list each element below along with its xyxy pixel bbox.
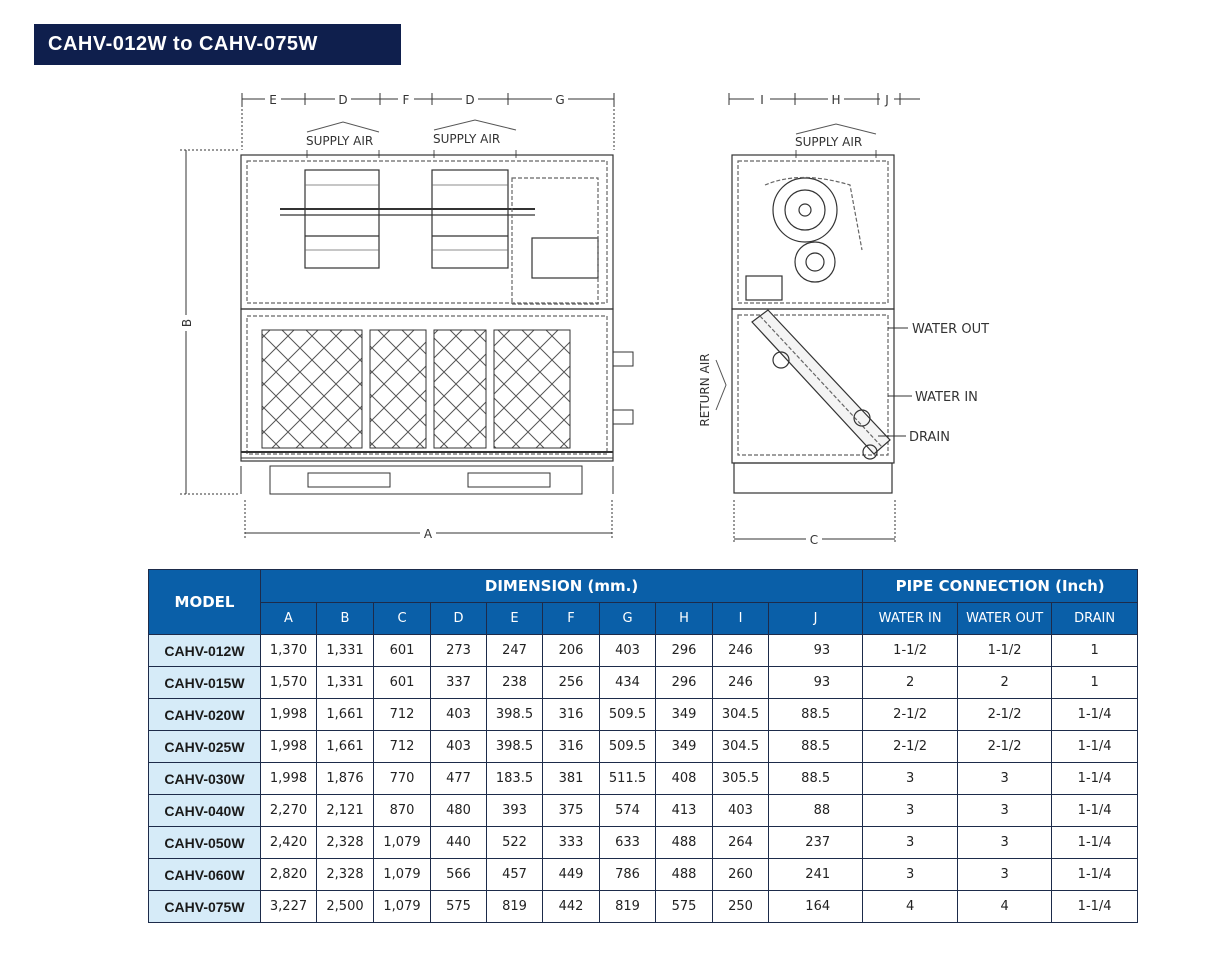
column-header-drain: DRAIN: [1052, 603, 1138, 635]
column-header-i: I: [713, 603, 769, 635]
dimension-cell: 260: [713, 859, 769, 891]
dimension-cell: 403: [431, 731, 487, 763]
dimension-cell: 712: [374, 731, 431, 763]
model-cell: CAHV-030W: [149, 763, 261, 795]
dimension-cell: 88: [769, 795, 863, 827]
specification-table: [148, 569, 1138, 923]
dimension-cell: 770: [374, 763, 431, 795]
dimension-cell: 349: [656, 699, 713, 731]
dimension-cell: 246: [713, 635, 769, 667]
dimension-cell: 1,079: [374, 827, 431, 859]
dimension-cell: 1,998: [261, 731, 317, 763]
dimension-cell: 1,079: [374, 859, 431, 891]
column-header-c: C: [374, 603, 431, 635]
dimension-cell: 574: [600, 795, 656, 827]
dim-label-e: E: [269, 93, 277, 107]
table-row: [149, 667, 1138, 699]
table-body: [149, 635, 1138, 923]
dimension-cell: 522: [487, 827, 543, 859]
dim-label-d-1: D: [338, 93, 348, 107]
dimension-cell: 333: [543, 827, 600, 859]
dimension-cell: 3,227: [261, 891, 317, 923]
dimension-cell: 403: [431, 699, 487, 731]
dim-label-f: F: [402, 93, 410, 107]
pipe-cell: 1-1/4: [1052, 827, 1138, 859]
dimension-cell: 304.5: [713, 731, 769, 763]
model-cell: CAHV-060W: [149, 859, 261, 891]
column-header-d: D: [431, 603, 487, 635]
column-header-g: G: [600, 603, 656, 635]
dim-label-d-2: D: [465, 93, 475, 107]
pipe-cell: 3: [958, 795, 1052, 827]
pipe-cell: 4: [958, 891, 1052, 923]
dimension-cell: 398.5: [487, 699, 543, 731]
pipe-cell: 1-1/2: [958, 635, 1052, 667]
pipe-cell: 2-1/2: [958, 699, 1052, 731]
dimension-cell: 398.5: [487, 731, 543, 763]
dimension-cell: 2,270: [261, 795, 317, 827]
dimension-cell: 250: [713, 891, 769, 923]
dimension-cell: 349: [656, 731, 713, 763]
dimension-cell: 786: [600, 859, 656, 891]
dimension-cell: 408: [656, 763, 713, 795]
dimension-cell: 2,500: [317, 891, 374, 923]
dimension-cell: 241: [769, 859, 863, 891]
dimension-cell: 2,328: [317, 827, 374, 859]
pipe-cell: 3: [863, 795, 958, 827]
pipe-cell: 2-1/2: [863, 699, 958, 731]
dimension-cell: 1,876: [317, 763, 374, 795]
dimension-cell: 238: [487, 667, 543, 699]
dimension-cell: 575: [656, 891, 713, 923]
dimension-cell: 509.5: [600, 731, 656, 763]
dimension-cell: 2,121: [317, 795, 374, 827]
dimension-cell: 375: [543, 795, 600, 827]
model-cell: CAHV-040W: [149, 795, 261, 827]
table-row: [149, 891, 1138, 923]
dimension-cell: 449: [543, 859, 600, 891]
dimension-cell: 511.5: [600, 763, 656, 795]
pipe-cell: 2: [958, 667, 1052, 699]
dimension-cell: 480: [431, 795, 487, 827]
pipe-cell: 1-1/4: [1052, 731, 1138, 763]
dimension-cell: 1,661: [317, 731, 374, 763]
model-cell: CAHV-025W: [149, 731, 261, 763]
dimension-cell: 264: [713, 827, 769, 859]
column-header-row: [149, 603, 1138, 635]
dimension-cell: 183.5: [487, 763, 543, 795]
column-header-water-out: WATER OUT: [958, 603, 1052, 635]
pipe-cell: 3: [863, 827, 958, 859]
dimension-cell: 566: [431, 859, 487, 891]
dimension-cell: 2,420: [261, 827, 317, 859]
pipe-cell: 1: [1052, 667, 1138, 699]
dimension-cell: 1,079: [374, 891, 431, 923]
dimension-cell: 337: [431, 667, 487, 699]
dim-label-c: C: [809, 533, 819, 547]
dimension-cell: 2,328: [317, 859, 374, 891]
dimension-cell: 88.5: [769, 699, 863, 731]
dimension-cell: 434: [600, 667, 656, 699]
pipe-connection-header: PIPE CONNECTION (Inch): [863, 570, 1138, 603]
table-row: [149, 827, 1138, 859]
dimension-cell: 601: [374, 635, 431, 667]
supply-air-label-1: SUPPLY AIR: [306, 134, 374, 148]
dimension-cell: 296: [656, 635, 713, 667]
dimension-cell: 93: [769, 667, 863, 699]
table-row: [149, 859, 1138, 891]
pipe-cell: 2-1/2: [958, 731, 1052, 763]
column-header-e: E: [487, 603, 543, 635]
dimension-cell: 403: [600, 635, 656, 667]
dimension-cell: 246: [713, 667, 769, 699]
dimension-cell: 633: [600, 827, 656, 859]
dimension-cell: 1,570: [261, 667, 317, 699]
dimension-cell: 88.5: [769, 731, 863, 763]
dimension-cell: 819: [600, 891, 656, 923]
model-cell: CAHV-075W: [149, 891, 261, 923]
dimension-cell: 870: [374, 795, 431, 827]
dimension-cell: 601: [374, 667, 431, 699]
dimension-cell: 488: [656, 827, 713, 859]
water-in-label: WATER IN: [915, 390, 978, 405]
dimension-cell: 88.5: [769, 763, 863, 795]
dimension-cell: 442: [543, 891, 600, 923]
pipe-cell: 1-1/2: [863, 635, 958, 667]
dimension-cell: 575: [431, 891, 487, 923]
supply-air-label-2: SUPPLY AIR: [433, 132, 501, 146]
dimension-cell: 403: [713, 795, 769, 827]
dimension-cell: 413: [656, 795, 713, 827]
dimension-cell: 1,370: [261, 635, 317, 667]
dimension-cell: 1,331: [317, 635, 374, 667]
model-header: MODEL: [149, 570, 261, 635]
dimension-cell: 488: [656, 859, 713, 891]
dim-label-h: H: [831, 93, 841, 107]
model-cell: CAHV-050W: [149, 827, 261, 859]
dimension-cell: 206: [543, 635, 600, 667]
pipe-cell: 3: [958, 827, 1052, 859]
dimension-cell: 273: [431, 635, 487, 667]
drain-label: DRAIN: [909, 430, 950, 445]
dimension-cell: 440: [431, 827, 487, 859]
dimension-cell: 819: [487, 891, 543, 923]
dimension-cell: 477: [431, 763, 487, 795]
pipe-cell: 1-1/4: [1052, 859, 1138, 891]
water-out-label: WATER OUT: [912, 322, 990, 337]
table-row: [149, 731, 1138, 763]
pipe-cell: 3: [958, 859, 1052, 891]
dimension-cell: 2,820: [261, 859, 317, 891]
dimension-cell: 1,998: [261, 763, 317, 795]
dimension-cell: 1,331: [317, 667, 374, 699]
model-cell: CAHV-020W: [149, 699, 261, 731]
side-supply-air-label: SUPPLY AIR: [795, 135, 863, 149]
dimension-cell: 237: [769, 827, 863, 859]
dimension-cell: 393: [487, 795, 543, 827]
dimension-header: DIMENSION (mm.): [261, 570, 863, 603]
dimension-cell: 381: [543, 763, 600, 795]
table-row: [149, 699, 1138, 731]
dimension-cell: 1,998: [261, 699, 317, 731]
dimension-cell: 712: [374, 699, 431, 731]
dimension-cell: 304.5: [713, 699, 769, 731]
page-title: CAHV-012W to CAHV-075W: [34, 24, 401, 65]
column-header-j: J: [769, 603, 863, 635]
column-header-h: H: [656, 603, 713, 635]
dim-label-b: B: [180, 318, 194, 328]
dim-label-j: J: [885, 93, 889, 107]
dimension-cell: 93: [769, 635, 863, 667]
pipe-cell: 1-1/4: [1052, 795, 1138, 827]
dimension-cell: 316: [543, 699, 600, 731]
dimension-cell: 305.5: [713, 763, 769, 795]
table-row: [149, 763, 1138, 795]
pipe-cell: 2: [863, 667, 958, 699]
pipe-cell: 3: [863, 859, 958, 891]
dimension-cell: 296: [656, 667, 713, 699]
pipe-cell: 3: [958, 763, 1052, 795]
table-row: [149, 635, 1138, 667]
dimension-cell: 247: [487, 635, 543, 667]
column-header-a: A: [261, 603, 317, 635]
pipe-cell: 2-1/2: [863, 731, 958, 763]
dimension-cell: 457: [487, 859, 543, 891]
dim-label-a: A: [423, 527, 433, 541]
pipe-cell: 1-1/4: [1052, 763, 1138, 795]
column-header-b: B: [317, 603, 374, 635]
dimension-cell: 256: [543, 667, 600, 699]
model-cell: CAHV-015W: [149, 667, 261, 699]
dimension-cell: 1,661: [317, 699, 374, 731]
model-cell: CAHV-012W: [149, 635, 261, 667]
column-header-water-in: WATER IN: [863, 603, 958, 635]
dimension-cell: 164: [769, 891, 863, 923]
front-view: [178, 91, 633, 541]
pipe-cell: 3: [863, 763, 958, 795]
dim-label-g: G: [555, 93, 565, 107]
pipe-cell: 4: [863, 891, 958, 923]
dim-label-i: I: [760, 93, 764, 107]
dimension-cell: 316: [543, 731, 600, 763]
pipe-cell: 1-1/4: [1052, 699, 1138, 731]
side-view: [698, 91, 989, 547]
table-row: [149, 795, 1138, 827]
pipe-cell: 1: [1052, 635, 1138, 667]
dimension-cell: 509.5: [600, 699, 656, 731]
return-air-label: RETURN AIR: [698, 353, 712, 427]
column-header-f: F: [543, 603, 600, 635]
pipe-cell: 1-1/4: [1052, 891, 1138, 923]
